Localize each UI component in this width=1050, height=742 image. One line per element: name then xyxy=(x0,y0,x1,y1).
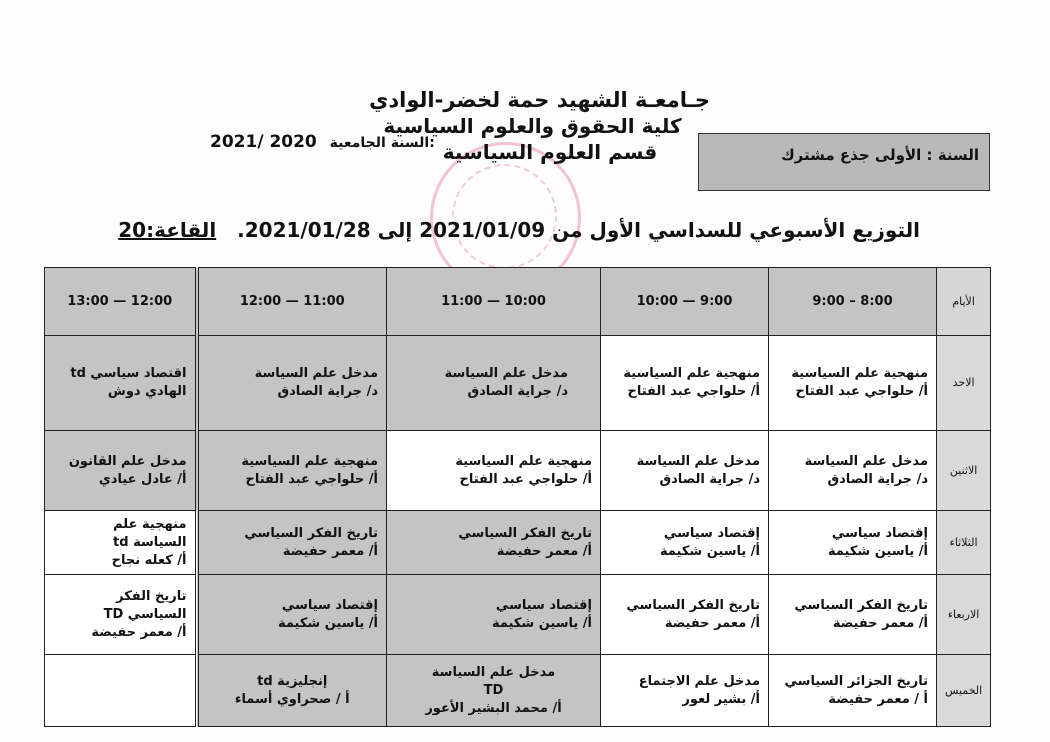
level-box: السنة : الأولى جذع مشترك xyxy=(698,133,990,191)
course-cell xyxy=(197,431,387,511)
course-cell xyxy=(45,511,197,575)
course-cell xyxy=(45,431,197,511)
instructor-name: أ/ معمر حفيضة xyxy=(664,615,760,631)
course-type: TD xyxy=(483,682,504,698)
course-name: منهجية علم السياسية xyxy=(455,453,592,469)
course-cell xyxy=(601,575,769,655)
table-row xyxy=(45,336,991,431)
column-header-slot-4: 11:00 — 12:00 xyxy=(197,268,387,336)
course-cell xyxy=(769,336,937,431)
column-header-days: الأيام xyxy=(937,268,991,336)
instructor-name: د/ جراية الصادق xyxy=(467,384,568,399)
course-cell xyxy=(197,336,387,431)
column-header-slot-2: 9:00 — 10:00 xyxy=(601,268,769,336)
schedule-table xyxy=(44,267,991,727)
course-cell xyxy=(601,336,769,431)
course-name: تاريخ الفكر السياسي xyxy=(244,525,378,541)
hall-label: القاعة:20 xyxy=(118,218,217,242)
table-row xyxy=(45,575,991,655)
instructor-name: أ/ ياسين شكيمة xyxy=(659,543,760,559)
instructor-name: أ/ ياسين شكيمة xyxy=(491,615,592,631)
course-name: منهجية علم السياسية xyxy=(791,366,928,381)
instructor-name: أ/ معمر حفيضة xyxy=(282,543,378,559)
academic-year-value: 2021/ 2020 xyxy=(210,132,317,152)
course-name: تاريخ الجزائر السياسي xyxy=(784,673,928,689)
column-header-slot-3: 10:00 — 11:00 xyxy=(387,268,601,336)
course-cell xyxy=(601,511,769,575)
course-name: تاريخ الفكر السياسي xyxy=(458,525,592,541)
course-cell xyxy=(197,575,387,655)
schedule-title-text: التوزيع الأسبوعي للسداسي الأول من 2021/01/09 إلى 2021/01/28. xyxy=(237,218,920,242)
day-name: الخميس xyxy=(937,655,991,727)
day-name: الثلاثاء xyxy=(937,511,991,575)
table-row xyxy=(45,511,991,575)
course-name: مدخل علم السياسة xyxy=(804,453,928,469)
instructor-name: أ/ حلواجي عبد الفتاح xyxy=(459,471,592,487)
day-name: الاثنين xyxy=(937,431,991,511)
day-name: الاربعاء xyxy=(937,575,991,655)
course-name: منهجية علم السياسية xyxy=(241,453,378,469)
course-name: مدخل علم الاجتماع xyxy=(638,673,760,689)
academic-year xyxy=(210,132,435,152)
instructor-name: أ/ ياسين شكيمة xyxy=(277,615,378,631)
department-name: قسم العلوم السياسية xyxy=(442,140,658,164)
table-row xyxy=(45,431,991,511)
course-name: تاريخ الفكر xyxy=(116,588,187,604)
instructor-name: أ/ كعله نجاح xyxy=(111,552,187,568)
instructor-name: أ/ حلواجي عبد الفتاح xyxy=(245,471,378,487)
column-header-slot-1: 8:00 – 9:00 xyxy=(769,268,937,336)
instructor-name: د/ جراية الصادق xyxy=(277,384,378,399)
academic-year-label: السنة الجامعية: xyxy=(329,135,435,151)
day-name: الاحد xyxy=(937,336,991,431)
course-cell xyxy=(601,431,769,511)
course-name: مدخل علم السياسة xyxy=(636,453,760,469)
course-name: السياسة td xyxy=(113,534,187,550)
university-name: جـامعـة الشهيد حمة لخضر-الوادي xyxy=(369,88,710,112)
course-name: إقتصاد سياسي xyxy=(495,597,592,613)
course-cell xyxy=(197,655,387,727)
course-name: مدخل علم القانون xyxy=(68,453,187,469)
instructor-name: أ/ عادل عيادي xyxy=(98,471,187,487)
instructor-name: د/ جراية الصادق xyxy=(827,471,928,487)
course-name: منهجية علم xyxy=(113,516,187,532)
instructor-name: أ/ معمر حفيضة xyxy=(91,624,187,640)
course-cell-empty xyxy=(45,655,197,727)
course-cell xyxy=(769,511,937,575)
course-cell xyxy=(197,511,387,575)
course-cell xyxy=(45,575,197,655)
course-cell xyxy=(45,336,197,431)
faculty-name: كلية الحقوق والعلوم السياسية xyxy=(383,114,682,138)
course-cell xyxy=(387,431,601,511)
table-row xyxy=(45,655,991,727)
instructor-name: أ/ ياسين شكيمة xyxy=(827,543,928,559)
instructor-name: أ/ بشير لعور xyxy=(682,691,760,707)
course-cell xyxy=(387,336,601,431)
course-name: إقتصاد سياسي xyxy=(281,597,378,613)
column-header-slot-5: 12:00 — 13:00 xyxy=(45,268,197,336)
course-name: مدخل علم السياسة xyxy=(444,366,568,381)
instructor-name: أ / معمر حفيضة xyxy=(828,691,928,707)
course-name: مدخل علم السياسة xyxy=(431,664,556,680)
instructor-name: أ/ محمد البشير الأعور xyxy=(425,700,562,716)
course-cell xyxy=(387,655,601,727)
instructor-name: أ / صحراوي أسماء xyxy=(234,691,350,707)
table-header-row xyxy=(45,268,991,336)
course-cell xyxy=(387,575,601,655)
course-cell xyxy=(387,511,601,575)
course-name: إنجليزية td xyxy=(257,673,328,689)
course-name: إقتصاد سياسي xyxy=(831,525,928,541)
course-name: منهجية علم السياسية xyxy=(623,366,760,381)
instructor-name: أ/ حلواجي عبد الفتاح xyxy=(627,384,760,399)
course-name: مدخل علم السياسة xyxy=(254,366,378,381)
course-name: السياسي TD xyxy=(103,606,187,622)
course-name: تاريخ الفكر السياسي xyxy=(794,597,928,613)
course-cell xyxy=(769,431,937,511)
course-cell xyxy=(769,655,937,727)
official-stamp-inner xyxy=(452,164,557,269)
instructor-name: أ/ معمر حفيضة xyxy=(832,615,928,631)
course-name: اقتصاد سياسي td xyxy=(70,366,187,381)
instructor-name: الهادي دوش xyxy=(107,384,187,399)
course-cell xyxy=(769,575,937,655)
schedule-title xyxy=(118,218,920,242)
course-name: إقتصاد سياسي xyxy=(663,525,760,541)
course-cell xyxy=(601,655,769,727)
instructor-name: أ/ معمر حفيضة xyxy=(496,543,592,559)
instructor-name: د/ جراية الصادق xyxy=(659,471,760,487)
instructor-name: أ/ حلواجي عبد الفتاح xyxy=(795,384,928,399)
course-name: تاريخ الفكر السياسي xyxy=(626,597,760,613)
